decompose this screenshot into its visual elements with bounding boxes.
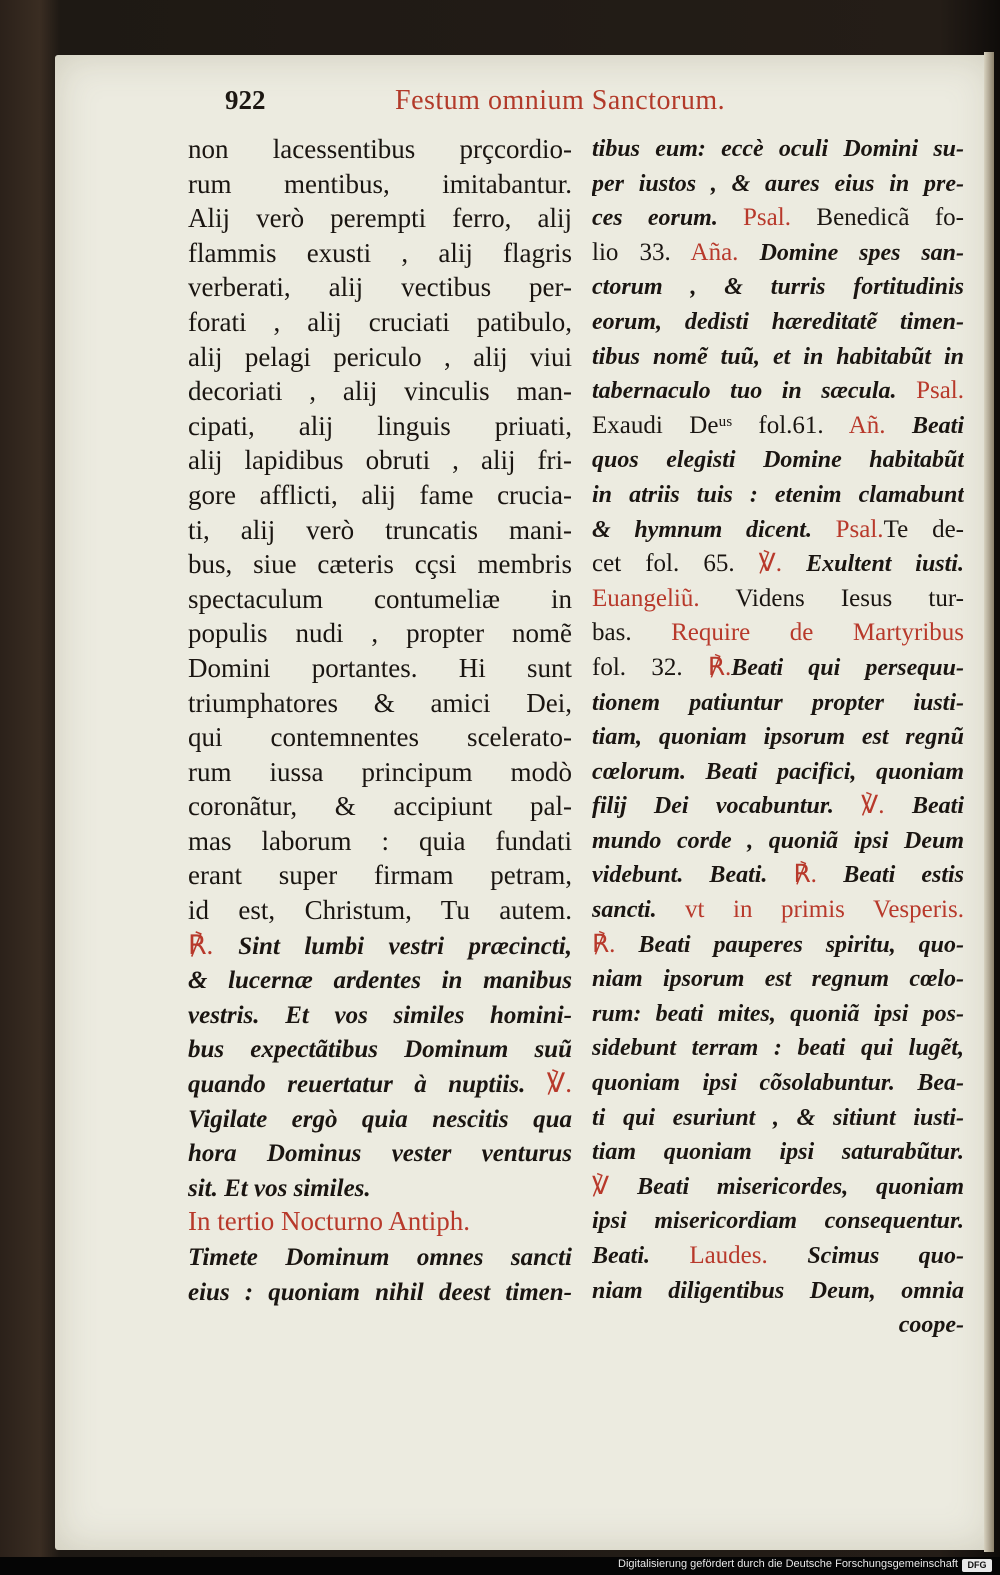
body-text: niam diligentibus Deum, omnia bbox=[592, 1277, 964, 1304]
body-text: Timete Dominum omnes sancti bbox=[188, 1244, 572, 1271]
text-line bbox=[188, 132, 572, 167]
rubric-text: Psal. bbox=[743, 204, 817, 232]
body-text: Domini portantes. Hi sunt bbox=[188, 652, 572, 683]
text-line bbox=[592, 1135, 964, 1170]
body-text: tiam, quoniam ipsorum est regnũ bbox=[592, 724, 964, 751]
text-line bbox=[592, 513, 964, 548]
body-text: lio 33. bbox=[592, 238, 691, 266]
text-line bbox=[592, 270, 964, 305]
text-line bbox=[188, 201, 572, 236]
text-line bbox=[592, 616, 964, 651]
rubric-text: vt in primis Vesperis. bbox=[685, 896, 964, 924]
rubric-text: Aña. bbox=[690, 238, 760, 266]
text-line bbox=[188, 824, 572, 859]
text-line bbox=[188, 928, 572, 963]
text-line bbox=[592, 962, 964, 997]
body-text: sidebunt terram : beati qui lugẽt, bbox=[592, 1035, 964, 1062]
body-text: quoniam ipsi cõsolabuntur. Bea- bbox=[592, 1070, 964, 1097]
text-line bbox=[592, 132, 964, 167]
text-line bbox=[592, 1170, 964, 1205]
text-line bbox=[592, 582, 964, 617]
body-text: cœlorum. Beati pacifici, quoniam bbox=[592, 758, 964, 785]
body-text: Beati bbox=[912, 793, 964, 820]
body-text: Beati qui persequu- bbox=[731, 654, 964, 681]
body-text: bas. bbox=[592, 619, 672, 647]
body-text: spectaculum contumeliæ in bbox=[188, 583, 572, 614]
rubric-text: In tertio Nocturno Antiph. bbox=[188, 1206, 470, 1237]
rubric-text: ℣. bbox=[546, 1068, 572, 1099]
body-text: Domine spes san- bbox=[759, 239, 964, 266]
text-line bbox=[188, 513, 572, 548]
body-text: vestris. Et vos similes homini- bbox=[188, 1001, 572, 1029]
dfg-logo: DFG bbox=[962, 1559, 992, 1572]
body-text: tionem patiuntur propter iusti- bbox=[592, 689, 964, 716]
body-text: niam ipsorum est regnum cœlo- bbox=[592, 966, 964, 993]
body-text: quos elegisti Domine habitabũt bbox=[592, 447, 964, 474]
body-text: cipati, alij linguis priuati, bbox=[188, 410, 572, 441]
text-line bbox=[188, 1170, 572, 1205]
body-text: Te de- bbox=[883, 515, 964, 543]
body-text: Beati pauperes spiritu, quo- bbox=[638, 931, 964, 958]
body-text: ipsi misericordiam consequentur. bbox=[592, 1208, 964, 1235]
body-text: tabernaculo tuo in sæcula. bbox=[592, 378, 917, 405]
text-line bbox=[592, 928, 964, 963]
text-line bbox=[188, 1204, 572, 1239]
rubric-text: Añ. bbox=[848, 411, 912, 439]
body-text: eorum, dedisti hæreditatẽ timen- bbox=[592, 308, 964, 335]
funding-note: Digitalisierung gefördert durch die Deutsche Forschungsgemeinschaft bbox=[618, 1558, 958, 1570]
page-number: 922 bbox=[225, 85, 266, 115]
text-line bbox=[188, 443, 572, 478]
left-text-column bbox=[188, 132, 572, 1308]
text-line bbox=[188, 1066, 572, 1101]
rubric-text: Psal. bbox=[916, 377, 964, 405]
rubric-text: ℣. bbox=[758, 550, 807, 578]
text-line bbox=[188, 167, 572, 202]
body-text: erant super firmam petram, bbox=[188, 860, 572, 891]
text-line bbox=[188, 478, 572, 513]
rubric-text: ℟. bbox=[707, 653, 732, 681]
rubric-text: Laudes. bbox=[689, 1242, 808, 1269]
body-text: Videns Iesus tur- bbox=[735, 584, 964, 612]
body-text: Beati estis bbox=[843, 862, 964, 889]
body-text: Scimus quo- bbox=[807, 1243, 964, 1269]
text-line bbox=[188, 616, 572, 651]
text-line bbox=[188, 962, 572, 997]
body-text: Vigilate ergò quia nescitis qua bbox=[188, 1105, 572, 1133]
text-line bbox=[188, 1274, 572, 1309]
text-line bbox=[592, 409, 964, 444]
text-line bbox=[188, 1031, 572, 1066]
text-line bbox=[592, 374, 964, 409]
body-text: in atriis tuis : etenim clamabunt bbox=[592, 481, 964, 508]
right-text-column bbox=[592, 132, 964, 1343]
text-line bbox=[592, 1066, 964, 1101]
body-text: tibus eum: eccè oculi Domini su- bbox=[592, 136, 964, 162]
body-text: rum mentibus, imitabantur. bbox=[188, 168, 572, 199]
text-line bbox=[188, 858, 572, 893]
text-line bbox=[592, 340, 964, 375]
page-edge bbox=[984, 52, 994, 1552]
body-text: eius : quoniam nihil deest timen- bbox=[188, 1278, 572, 1306]
rubric-text: Require de Martyribus bbox=[671, 619, 964, 647]
text-line bbox=[592, 1101, 964, 1136]
body-text: fol. 32. bbox=[592, 653, 708, 681]
body-text: Exultent iusti. bbox=[806, 551, 964, 578]
body-text: qui contemnentes scelerato- bbox=[188, 722, 572, 753]
rubric-text: Euangeliũ. bbox=[592, 584, 736, 612]
body-text: gore afflicti, alij fame crucia- bbox=[188, 479, 572, 510]
body-text: tibus nomẽ tuũ, et in habitabũt in bbox=[592, 343, 964, 370]
text-line bbox=[592, 305, 964, 340]
rubric-text: ℟. bbox=[592, 930, 639, 958]
body-text: forati , alij cruciati patibulo, bbox=[188, 306, 572, 337]
body-text: bus, siue cæteris cçsi membris bbox=[188, 549, 572, 580]
body-text: id est, Christum, Tu autem. bbox=[188, 895, 572, 926]
body-text: sit. Et vos similes. bbox=[188, 1174, 371, 1202]
text-line bbox=[592, 547, 964, 582]
running-title: Festum omnium Sanctorum. bbox=[395, 85, 726, 116]
body-text: & hymnum dicent. bbox=[592, 516, 836, 543]
body-text: & lucernæ ardentes in manibus bbox=[188, 967, 572, 995]
text-line bbox=[188, 651, 572, 686]
text-line bbox=[592, 893, 964, 928]
body-text: Benedicã fo- bbox=[816, 204, 964, 232]
body-text: alij lapidibus obruti , alij fri- bbox=[188, 445, 572, 476]
body-text: decoriati , alij vinculis man- bbox=[188, 376, 572, 407]
body-text: bus expectãtibus Dominum suũ bbox=[188, 1036, 572, 1064]
body-text: rum: beati mites, quoniã ipsi pos- bbox=[592, 1000, 964, 1027]
body-text: hora Dominus vester venturus bbox=[188, 1140, 572, 1168]
text-line bbox=[592, 1204, 964, 1239]
body-text: Sint lumbi vestri præcincti, bbox=[238, 932, 572, 960]
text-line bbox=[188, 236, 572, 271]
text-line bbox=[188, 686, 572, 721]
text-line bbox=[592, 997, 964, 1032]
text-line bbox=[592, 824, 964, 859]
body-text: ti, alij verò truncatis mani- bbox=[188, 514, 572, 545]
text-line bbox=[592, 1308, 964, 1343]
text-line bbox=[188, 720, 572, 755]
body-text: populis nudi , propter nomẽ bbox=[188, 618, 572, 649]
text-line bbox=[188, 997, 572, 1032]
body-text: rum iussa principum modò bbox=[188, 756, 572, 787]
page-header bbox=[195, 85, 815, 125]
rubric-text: ℟. bbox=[793, 861, 844, 889]
body-text: sancti. bbox=[592, 897, 685, 924]
body-text: per iustos , & aures eius in pre- bbox=[592, 170, 964, 197]
text-line bbox=[188, 340, 572, 375]
body-text: mas laborum : quia fundati bbox=[188, 825, 572, 856]
text-line bbox=[188, 893, 572, 928]
body-text: Beati misericordes, quoniam bbox=[637, 1173, 964, 1200]
body-text: alij pelagi periculo , alij viui bbox=[188, 341, 572, 372]
rubric-text: ℣ bbox=[592, 1172, 638, 1200]
body-text: coope- bbox=[898, 1312, 964, 1339]
text-line bbox=[592, 789, 964, 824]
text-line bbox=[592, 1274, 964, 1309]
body-text: ctorum , & turris fortitudinis bbox=[592, 274, 964, 301]
text-line bbox=[188, 409, 572, 444]
body-text: verberati, alij vectibus per- bbox=[188, 272, 572, 303]
body-text: mundo corde , quoniã ipsi Deum bbox=[592, 827, 964, 854]
rubric-text: ℣. bbox=[861, 792, 912, 820]
rubric-text: Psal. bbox=[835, 515, 884, 543]
body-text: ces eorum. bbox=[592, 205, 744, 232]
body-text: filij Dei vocabuntur. bbox=[592, 793, 862, 820]
body-text: triumphatores & amici Dei, bbox=[188, 687, 572, 718]
text-line bbox=[188, 547, 572, 582]
body-text: non lacessentibus prçcordio- bbox=[188, 134, 572, 164]
text-line bbox=[592, 858, 964, 893]
text-line bbox=[592, 478, 964, 513]
text-line bbox=[188, 1135, 572, 1170]
body-text: videbunt. Beati. bbox=[592, 862, 794, 889]
text-line bbox=[592, 686, 964, 721]
text-line bbox=[188, 305, 572, 340]
body-text: Exaudi Deᵘˢ fol.61. bbox=[592, 411, 849, 439]
body-text: tiam quoniam ipsi saturabũtur. bbox=[592, 1139, 964, 1166]
text-line bbox=[592, 167, 964, 202]
text-line bbox=[592, 1031, 964, 1066]
text-line bbox=[592, 1239, 964, 1274]
text-line bbox=[592, 236, 964, 271]
body-text: ti qui esuriunt , & sitiunt iusti- bbox=[592, 1104, 964, 1131]
body-text: Beati bbox=[912, 412, 964, 439]
text-line bbox=[592, 755, 964, 790]
text-line bbox=[188, 270, 572, 305]
text-line bbox=[188, 755, 572, 790]
text-line bbox=[188, 789, 572, 824]
text-line bbox=[188, 582, 572, 617]
text-line bbox=[188, 374, 572, 409]
text-line bbox=[188, 1101, 572, 1136]
text-line bbox=[592, 651, 964, 686]
body-text: coronãtur, & accipiunt pal- bbox=[188, 791, 572, 822]
body-text: cet fol. 65. bbox=[592, 550, 759, 578]
body-text: flammis exusti , alij flagris bbox=[188, 237, 572, 268]
text-line bbox=[592, 201, 964, 236]
body-text: Alij verò perempti ferro, alij bbox=[188, 203, 572, 234]
body-text: quando reuertatur à nuptiis. bbox=[188, 1071, 547, 1099]
rubric-text: ℟. bbox=[188, 929, 239, 960]
text-line bbox=[592, 443, 964, 478]
text-line bbox=[188, 1239, 572, 1274]
text-line bbox=[592, 720, 964, 755]
body-text: Beati. bbox=[592, 1243, 690, 1269]
